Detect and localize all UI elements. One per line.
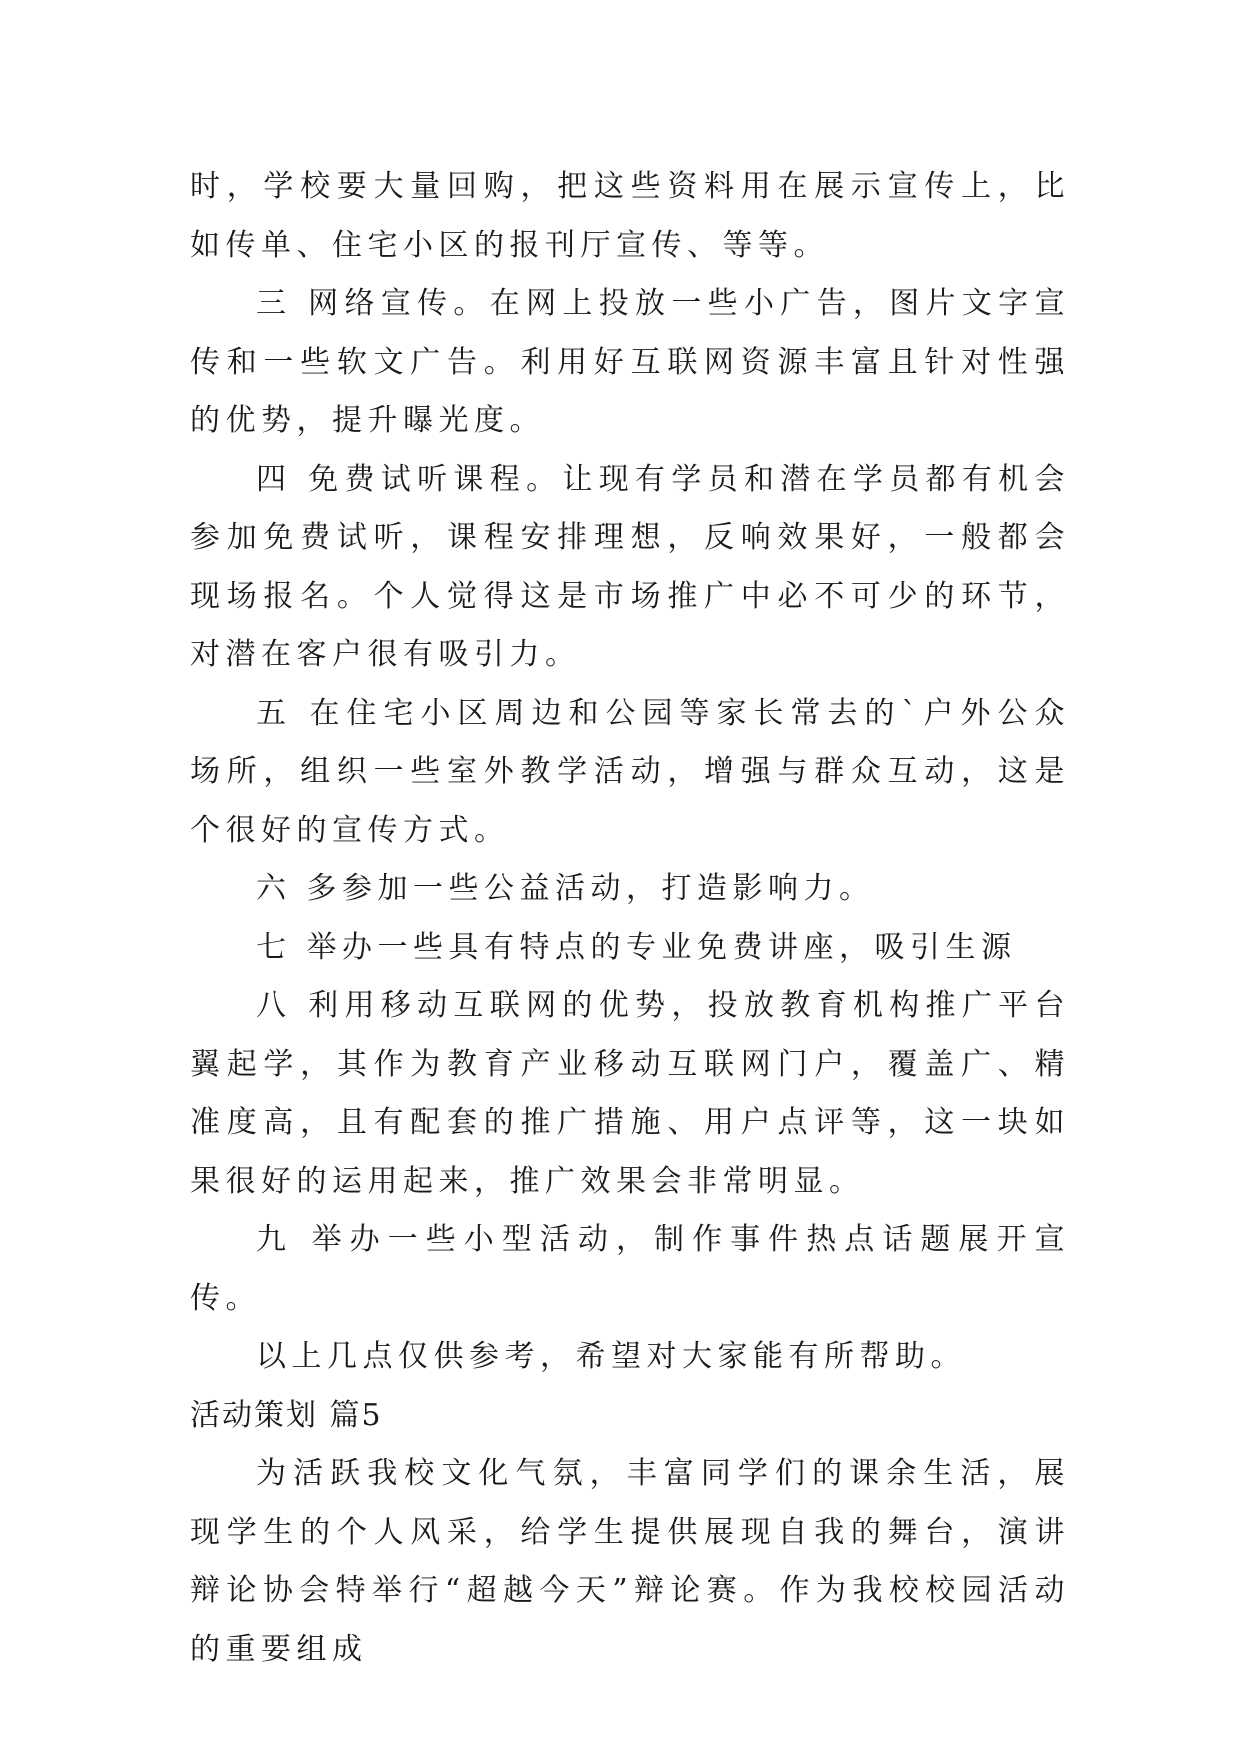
paragraph-2: 三 网络宣传。在网上投放一些小广告，图片文字宣传和一些软文广告。利用好互联网资源丰富且针对性强的优势，提升曝光度。 <box>190 286 1070 438</box>
paragraph-9: 以上几点仅供参考，希望对大家能有所帮助。 <box>256 1339 966 1374</box>
paragraph-5: 六 多参加一些公益活动，打造影响力。 <box>256 871 875 906</box>
paragraph-1: 时，学校要大量回购，把这些资料用在展示宣传上，比如传单、住宅小区的报刊厅宣传、等等。 <box>190 169 1070 263</box>
paragraph-8: 九 举办一些小型活动，制作事件热点话题展开宣传。 <box>190 1222 1070 1316</box>
paragraph-6: 七 举办一些具有特点的专业免费讲座，吸引生源 <box>256 929 1017 965</box>
paragraph-7: 八 利用移动互联网的优势，投放教育机构推广平台翼起学，其作为教育产业移动互联网门户，覆盖广、精准度高，且有配套的推广措施、用户点评等，这一块如果很好的运用起来，推广效果会非常明显。 <box>190 988 1070 1199</box>
closing-paragraph: 为活跃我校文化气氛，丰富同学们的课余生活，展现学生的个人风采，给学生提供展现自我的舞台，演讲辩论协会特举行“超越今天”辩论赛。作为我校校园活动的重要组成 <box>190 1456 1070 1667</box>
paragraph-3: 四 免费试听课程。让现有学员和潜在学员都有机会参加免费试听，课程安排理想，反响效果好，一般都会现场报名。个人觉得这是市场推广中必不可少的环节，对潜在客户很有吸引力。 <box>190 461 1070 672</box>
document-body <box>190 158 1070 1679</box>
section-heading: 活动策划 篇5 <box>190 1397 383 1433</box>
paragraph-4: 五 在住宅小区周边和公园等家长常去的`户外公众场所，组织一些室外教学活动，增强与群众互动，这是个很好的宣传方式。 <box>190 695 1070 848</box>
